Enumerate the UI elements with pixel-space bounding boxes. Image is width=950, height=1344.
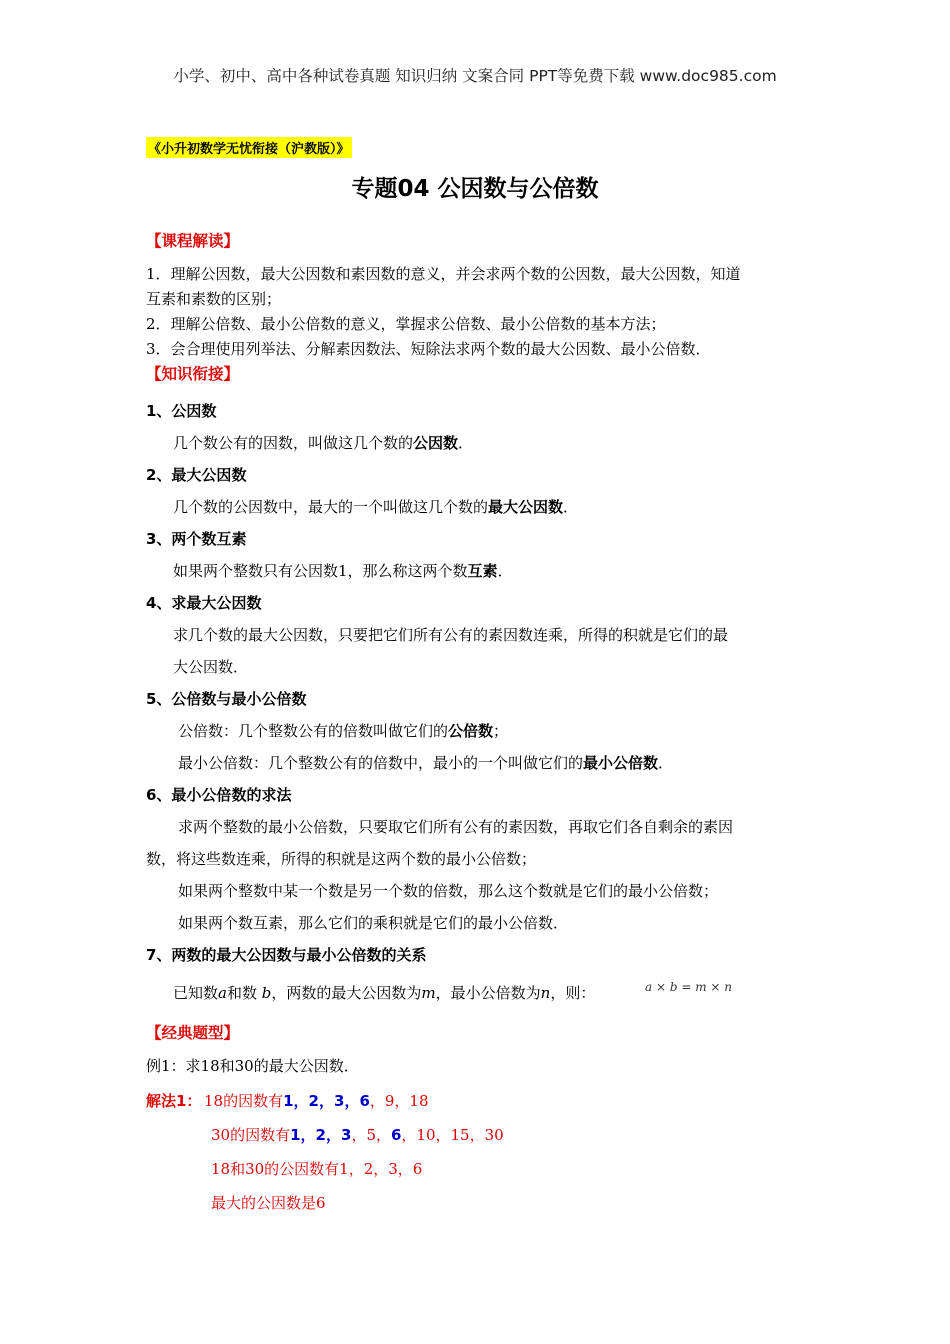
section-5-text-2: 最小公倍数：几个整数公有的倍数中，最小的一个叫做它们的最小公倍数．	[178, 754, 674, 772]
section-6-text-1: 求两个整数的最小公倍数，只要取它们所有公有的素因数，再取它们各自剩余的素因	[178, 818, 734, 836]
common-factors: 18和30的公因数有1，2，3，6	[211, 1160, 423, 1178]
section-2-heading: 2、最大公因数	[146, 466, 247, 484]
course-heading: 【课程解读】	[146, 232, 240, 250]
section-7-text: 已知数a和数 b，两数的最大公因数为m，最小公倍数为n，则：	[173, 984, 596, 1002]
section-1-text: 几个数公有的因数，叫做这几个数的公因数．	[173, 434, 474, 452]
section-6-text-2: 数，将这些数连乘，所得的积就是这两个数的最小公倍数；	[146, 850, 537, 868]
course-line-3: 3．会合理使用列举法、分解素因数法、短除法求两个数的最大公因数、最小公倍数．	[146, 340, 711, 358]
section-3-heading: 3、两个数互素	[146, 530, 247, 548]
factors-of-30: 30的因数有1，2，3，5，6，10，15，30	[211, 1126, 504, 1144]
section-6-heading: 6、最小公倍数的求法	[146, 786, 292, 804]
method-label: 解法1：	[146, 1092, 202, 1110]
site-banner: 小学、初中、高中各种试卷真题 知识归纳 文案合同 PPT等免费下载 www.doc985.com	[173, 67, 777, 85]
knowledge-heading: 【知识衔接】	[146, 365, 240, 383]
course-line-2: 2．理解公倍数、最小公倍数的意义，掌握求公倍数、最小公倍数的基本方法；	[146, 315, 666, 333]
greatest-common-factor: 最大的公因数是6	[211, 1194, 326, 1212]
section-6-text-4: 如果两个数互素，那么它们的乘积就是它们的最小公倍数．	[178, 914, 569, 932]
section-5-heading: 5、公倍数与最小公倍数	[146, 690, 307, 708]
section-7-heading: 7、两数的最大公因数与最小公倍数的关系	[146, 946, 427, 964]
series-label: 《小升初数学无忧衔接（沪教版）》	[146, 137, 352, 158]
section-3-text: 如果两个整数只有公因数1，那么称这两个数互素．	[173, 562, 513, 580]
section-4-heading: 4、求最大公因数	[146, 594, 262, 612]
example-1-question: 例1：求18和30的最大公因数．	[146, 1057, 359, 1075]
course-line-1a: 1．理解公因数，最大公因数和素因数的意义，并会求两个数的公因数，最大公因数，知道	[146, 265, 741, 283]
page-title: 专题04 公因数与公倍数	[351, 176, 599, 202]
section-1-heading: 1、公因数	[146, 402, 217, 420]
section-6-text-3: 如果两个整数中某一个数是另一个数的倍数，那么这个数就是它们的最小公倍数；	[178, 882, 719, 900]
section-4-text-1: 求几个数的最大公因数，只要把它们所有公有的素因数连乘，所得的积就是它们的最	[173, 626, 729, 644]
course-line-1b: 互素和素数的区别；	[146, 290, 282, 308]
factors-of-18: 18的因数有1，2，3，6，9，18	[204, 1092, 429, 1110]
section-5-text-1: 公倍数：几个整数公有的倍数叫做它们的公倍数；	[178, 722, 509, 740]
section-4-text-2: 大公因数．	[173, 658, 249, 676]
relation-formula: a × b = m × n	[645, 980, 732, 994]
examples-heading: 【经典题型】	[146, 1024, 240, 1042]
section-2-text: 几个数的公因数中，最大的一个叫做这几个数的最大公因数．	[173, 498, 579, 516]
